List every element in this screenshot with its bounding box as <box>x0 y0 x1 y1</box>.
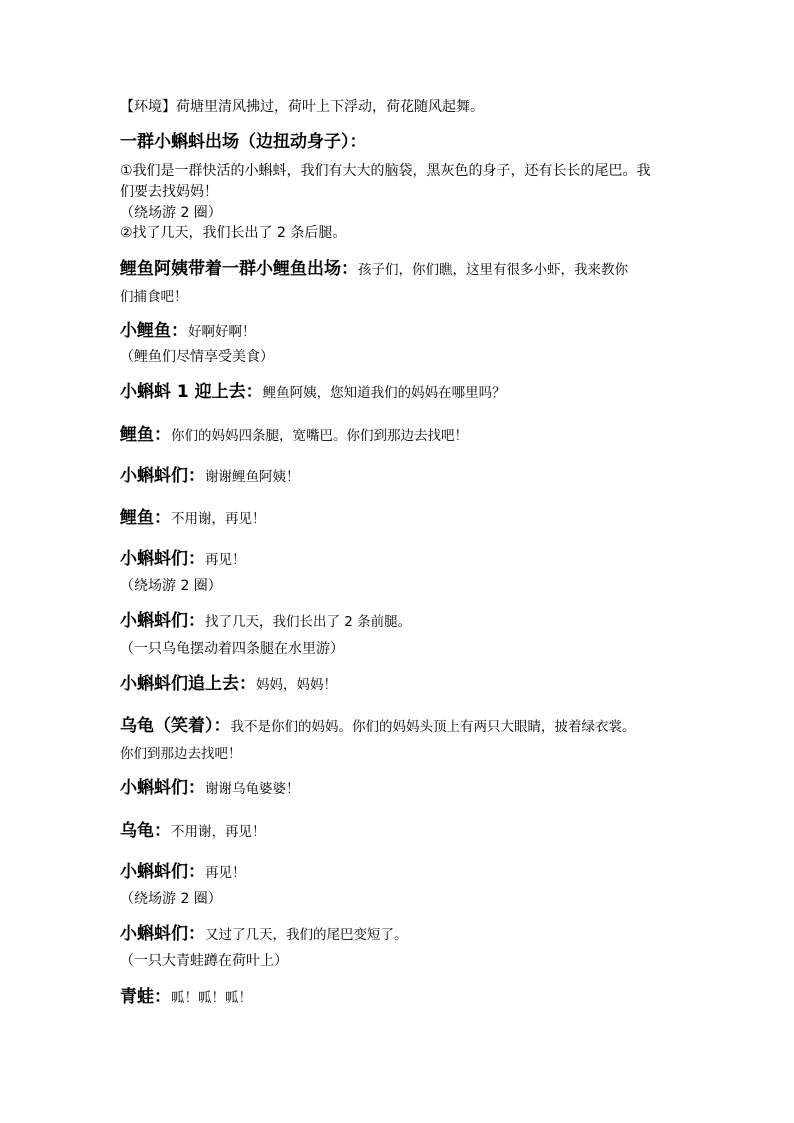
dialogue-line <box>120 461 300 486</box>
narration-line: 们要去找妈妈！ <box>120 184 218 200</box>
dialogue-line <box>120 919 408 944</box>
speaker-label: 小蝌蚪们追上去： <box>120 674 256 694</box>
speaker-label: 小蝌蚪们： <box>120 466 205 486</box>
stage-direction: （一只乌龟摆动着四条腿在水里游） <box>120 641 344 657</box>
dialogue-text: 不用谢，再见！ <box>171 511 266 527</box>
speaker-label: 小蝌蚪们： <box>120 924 205 944</box>
stage-direction: （绕场游 2 圈） <box>120 891 222 907</box>
narration-line: ②找了几天，我们长出了 2 条后腿。 <box>120 225 347 241</box>
dialogue-line <box>120 816 266 841</box>
dialogue-text: 鲤鱼阿姨，您知道我们的妈妈在哪里吗？ <box>262 385 506 401</box>
dialogue-line <box>120 377 506 402</box>
dialogue-line <box>120 982 252 1007</box>
dialogue-text: 我不是你们的妈妈。你们的妈妈头顶上有两只大眼睛，披着绿衣裳。 <box>230 719 636 735</box>
speaker-label: 小蝌蚪们： <box>120 611 205 631</box>
dialogue-line <box>120 669 337 694</box>
dialogue-line <box>120 316 256 341</box>
speaker-label: 小蝌蚪们： <box>120 549 205 569</box>
environment-note: 【环境】荷塘里清风拂过，荷叶上下浮动，荷花随风起舞。 <box>120 99 484 115</box>
speaker-label: 鲤鱼阿姨带着一群小鲤鱼出场： <box>120 259 358 279</box>
dialogue-line <box>120 420 468 445</box>
dialogue-text: 找了几天，我们长出了 2 条前腿。 <box>205 614 412 630</box>
dialogue-text: 妈妈，妈妈！ <box>256 677 337 693</box>
speaker-label: 小蝌蚪们： <box>120 778 205 798</box>
dialogue-text: 谢谢乌龟婆婆！ <box>205 781 300 797</box>
dialogue-line <box>120 773 300 798</box>
stage-direction: （一只大青蛙蹲在荷叶上） <box>120 953 288 969</box>
dialogue-line <box>120 254 628 279</box>
dialogue-line <box>120 544 246 569</box>
narration-line: ①我们是一群快活的小蝌蚪，我们有大大的脑袋，黑灰色的身子，还有长长的尾巴。我 <box>120 163 651 179</box>
speaker-label: 乌龟（笑着）： <box>120 716 231 736</box>
dialogue-line <box>120 857 246 882</box>
stage-direction: （绕场游 2 圈） <box>120 578 222 594</box>
dialogue-text: 再见！ <box>205 865 246 881</box>
speaker-label: 小蝌蚪 1 迎上去： <box>120 382 263 402</box>
speaker-label: 乌龟： <box>120 821 171 841</box>
scene-heading: 一群小蝌蚪出场（边扭动身子）： <box>120 132 367 152</box>
speaker-label: 青蛙： <box>120 987 171 1007</box>
dialogue-text: 你们的妈妈四条腿，宽嘴巴。你们到那边去找吧！ <box>171 428 468 444</box>
dialogue-line <box>120 606 411 631</box>
speaker-label: 小蝌蚪们： <box>120 862 205 882</box>
dialogue-text: 谢谢鲤鱼阿姨！ <box>205 469 300 485</box>
stage-direction: （鲤鱼们尽情享受美食） <box>120 349 274 365</box>
dialogue-line <box>120 711 636 736</box>
dialogue-text: 孩子们，你们瞧，这里有很多小虾，我来教你 <box>358 262 628 278</box>
speaker-label: 鲤鱼： <box>120 508 171 528</box>
dialogue-continuation: 你们到那边去找吧！ <box>120 746 242 762</box>
speaker-label: 鲤鱼： <box>120 425 171 445</box>
dialogue-text: 又过了几天，我们的尾巴变短了。 <box>205 927 408 943</box>
dialogue-text: 再见！ <box>205 552 246 568</box>
dialogue-text: 不用谢，再见！ <box>171 824 266 840</box>
dialogue-line <box>120 503 266 528</box>
dialogue-text: 好啊好啊！ <box>188 324 256 340</box>
stage-direction: （绕场游 2 圈） <box>120 205 222 221</box>
speaker-label: 小鲤鱼： <box>120 321 188 341</box>
dialogue-text: 呱！呱！呱！ <box>171 990 252 1006</box>
dialogue-continuation: 们捕食吧！ <box>120 289 188 305</box>
